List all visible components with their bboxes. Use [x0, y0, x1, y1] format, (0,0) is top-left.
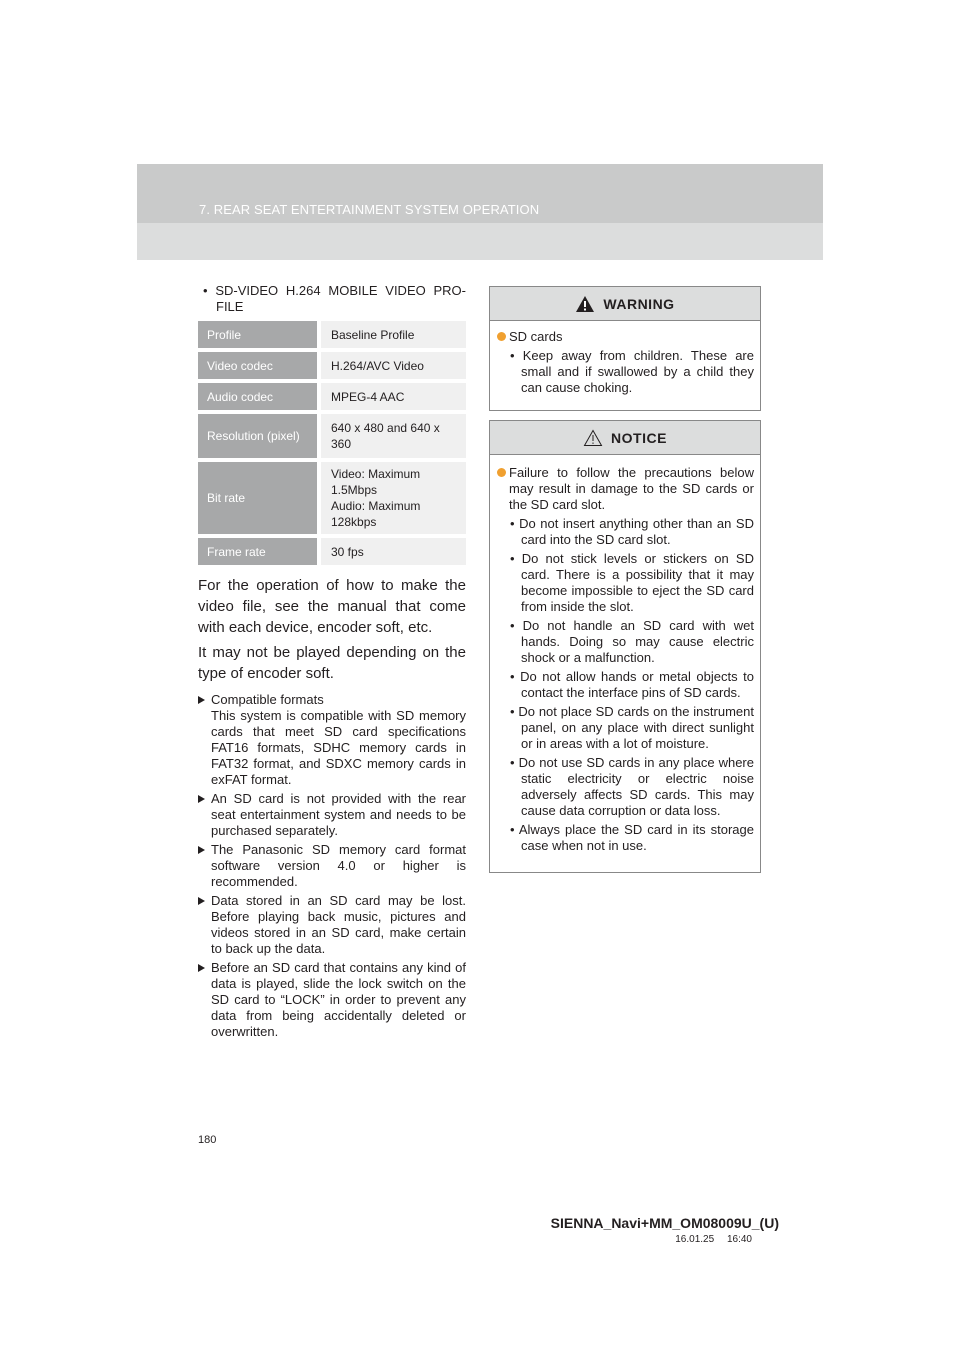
header-band: [137, 164, 823, 260]
list-item: [198, 791, 466, 839]
spec-value: [321, 462, 466, 534]
warning-body: [490, 321, 760, 410]
notice-subitem: • Do not use SD cards in any place where static electricity or electric noise adversely affects SD cards. This may cause data corruption or data loss.: [510, 755, 754, 818]
spec-value: 30 fps: [321, 538, 466, 565]
table-row: [198, 538, 466, 565]
warning-header: [490, 287, 760, 321]
table-row: [198, 414, 466, 458]
spec-value: MPEG-4 AAC: [321, 383, 466, 410]
triangle-bullet-icon: [198, 696, 205, 704]
bullet-list: [198, 692, 466, 1040]
format-heading: • SD-VIDEO H.264 MOBILE VIDEO PRO-FILE: [203, 283, 466, 314]
spec-key: Frame rate: [198, 538, 321, 565]
notice-subitem: • Do not place SD cards on the instrument panel, on any place with direct sunlight or in areas with a lot of moisture.: [510, 704, 754, 751]
footer-time: 16:40: [726, 1234, 752, 1245]
document-code: SIENNA_Navi+MM_OM08009U_(U): [550, 1215, 779, 1231]
bullet-text: An SD card is not provided with the rear seat entertainment system and needs to be purchased separately.: [211, 791, 466, 838]
circle-bullet-icon: [497, 468, 506, 477]
table-row: [198, 462, 466, 534]
warning-subitem: • Keep away from children. These are small and if swallowed by a child they can cause choking.: [510, 348, 754, 395]
section-title: 7. REAR SEAT ENTERTAINMENT SYSTEM OPERATION: [199, 202, 540, 217]
paragraph: For the operation of how to make the video file, see the manual that come with each device, encoder soft, etc.: [198, 577, 466, 636]
notice-subitem: • Do not handle an SD card with wet hands. Doing so may cause electric shock or a malfunction.: [510, 618, 754, 665]
warning-item: [497, 329, 754, 345]
spec-key: Resolution (pixel): [198, 414, 321, 458]
footer-date: 16.01.25: [675, 1234, 715, 1245]
warning-icon: [575, 295, 595, 313]
list-item: [198, 893, 466, 957]
table-row: [198, 321, 466, 348]
warning-item-text: SD cards: [509, 329, 563, 344]
notice-box: [489, 420, 761, 873]
spec-key: Audio codec: [198, 383, 321, 410]
triangle-bullet-icon: [198, 795, 205, 803]
list-item: [198, 960, 466, 1040]
spec-value: 640 x 480 and 640 x 360: [321, 414, 466, 458]
bullet-text: The Panasonic SD memory card format software version 4.0 or higher is recommended.: [211, 842, 466, 889]
bitrate-audio: Audio: Maximum 128kbps: [331, 499, 421, 529]
notice-subitem: • Always place the SD card in its storage case when not in use.: [510, 822, 754, 853]
caution-icon: [583, 429, 603, 447]
left-column: [198, 283, 466, 1043]
circle-bullet-icon: [497, 332, 506, 341]
spec-key: Video codec: [198, 352, 321, 379]
notice-title: NOTICE: [611, 429, 667, 446]
spec-key: Profile: [198, 321, 321, 348]
header-bar: [137, 164, 823, 223]
spec-table: [198, 317, 466, 569]
spec-value: H.264/AVC Video: [321, 352, 466, 379]
table-row: [198, 352, 466, 379]
warning-title: WARNING: [603, 295, 675, 312]
spec-value: Baseline Profile: [321, 321, 466, 348]
page-number: 180: [198, 1134, 217, 1146]
table-row: [198, 383, 466, 410]
triangle-bullet-icon: [198, 897, 205, 905]
warning-box: [489, 286, 761, 411]
notice-item-text: Failure to follow the precautions below may result in damage to the SD cards or the SD card slot.: [509, 465, 754, 512]
notice-header: [490, 421, 760, 455]
triangle-bullet-icon: [198, 846, 205, 854]
triangle-bullet-icon: [198, 964, 205, 972]
list-item: [198, 842, 466, 890]
notice-subitem: • Do not stick levels or stickers on SD card. There is a possibility that it may become impossible to eject the SD card from inside the slot.: [510, 551, 754, 614]
bitrate-video: Video: Maximum 1.5Mbps: [331, 467, 421, 497]
notice-subitem: • Do not insert anything other than an SD card into the SD card slot.: [510, 516, 754, 547]
timestamp: [675, 1234, 752, 1245]
paragraph: It may not be played depending on the type of encoder soft.: [198, 644, 466, 682]
bullet-text: Before an SD card that contains any kind of data is played, slide the lock switch on the SD card to “LOCK” in order to prevent any data from being accidentally deleted or overwritten.: [211, 960, 466, 1039]
bullet-text: Data stored in an SD card may be lost. Before playing back music, pictures and videos stored in an SD card, make certain to back up the data.: [211, 893, 466, 956]
notice-body: [490, 455, 760, 872]
list-item: [198, 692, 466, 788]
bullet-text: Compatible formats This system is compatible with SD memory cards that meet SD card specifications FAT16 formats, SDHC memory cards in FAT32 format, and SDXC memory cards in exFAT format.: [211, 692, 466, 787]
spec-key: Bit rate: [198, 462, 321, 534]
notice-subitem: • Do not allow hands or metal objects to contact the interface pins of SD cards.: [510, 669, 754, 700]
notice-item: [497, 465, 754, 513]
